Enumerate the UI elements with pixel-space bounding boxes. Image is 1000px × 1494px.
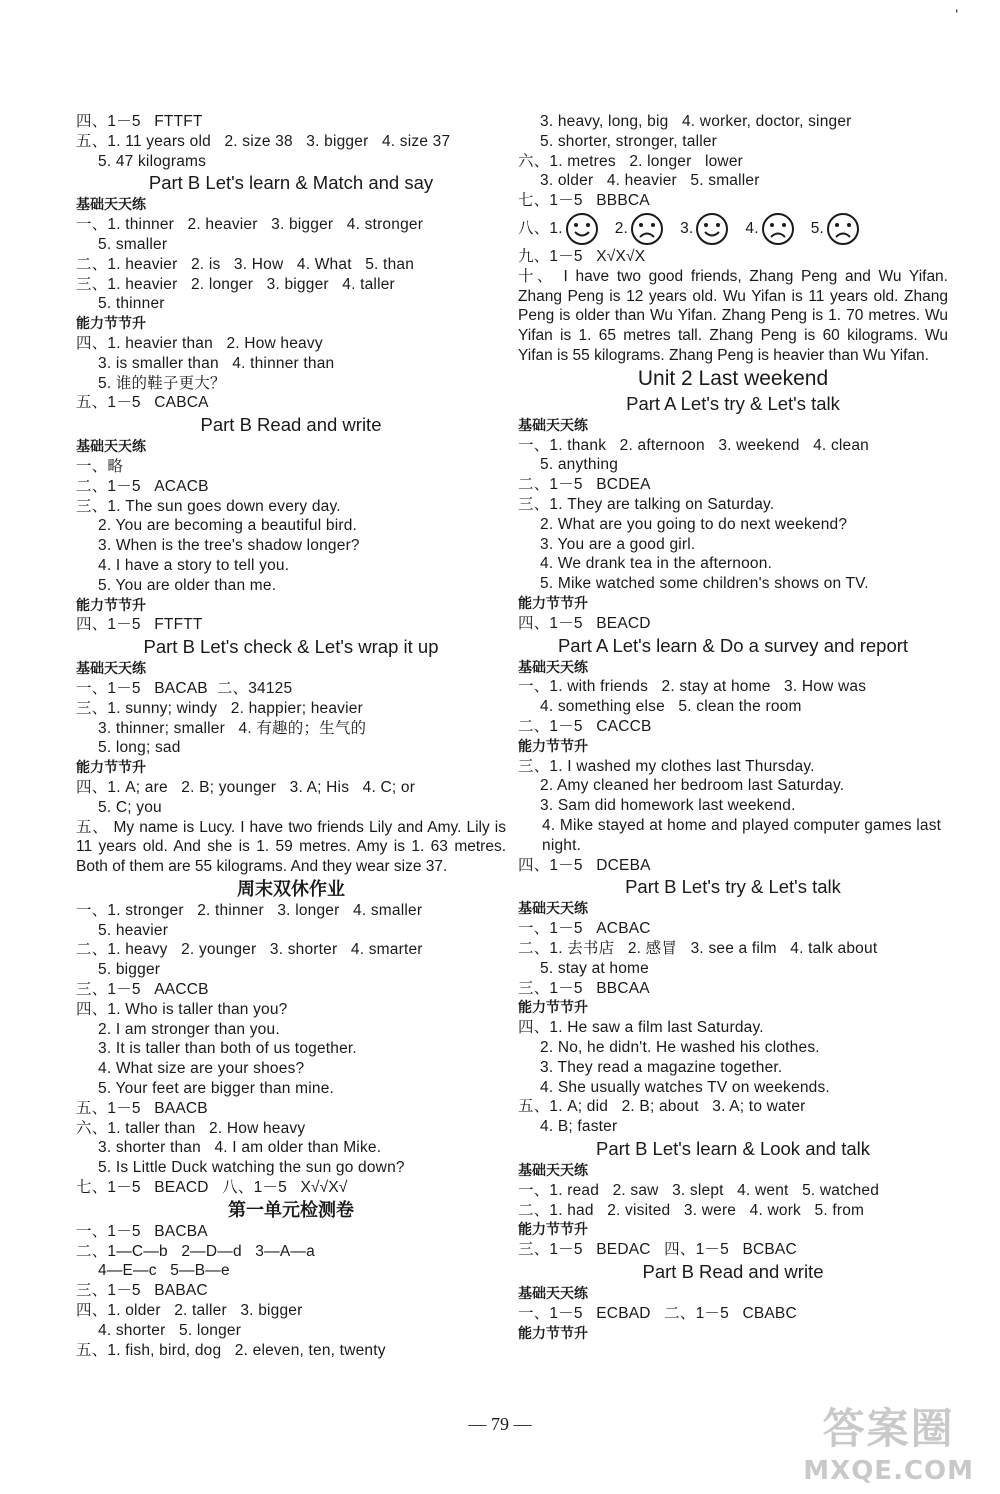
page-number: — 79 — (468, 1414, 532, 1434)
subsection-label: 基础天天练 (518, 658, 588, 675)
answer-line-indented: 3. shorter than 4. I am older than Mike. (98, 1139, 382, 1157)
section-heading: 第一单元检测卷 (228, 1199, 354, 1220)
answer-line: 二、1. heavier 2. is 3. How 4. What 5. than (76, 255, 415, 273)
subsection-label: 能力节节升 (518, 1324, 588, 1341)
answer-line-indented: 5. Your feet are bigger than mine. (98, 1080, 335, 1098)
answer-line-indented: 2. You are becoming a beautiful bird. (98, 517, 358, 535)
answer-line-indented: 3. It is taller than both of us together. (98, 1040, 357, 1058)
subsection-label: 能力节节升 (518, 737, 588, 754)
answer-line-indented: 5. thinner (98, 295, 165, 313)
answer-line: 九、1－5 X√X√X (518, 248, 646, 266)
answer-line-indented: 5. C; you (98, 798, 162, 816)
sad-face-icon (826, 212, 860, 246)
answer-line: 五、1－5 CABCA (76, 394, 209, 412)
answer-line: 一、1. with friends 2. stay at home 3. How was (518, 678, 867, 696)
answer-line: 三、1－5 AACCB (76, 981, 209, 999)
answer-line-indented: 4. Mike stayed at home and played computer games last night. (542, 817, 942, 854)
answer-line-indented: 5. 47 kilograms (98, 152, 207, 170)
subsection-label: 能力节节升 (518, 999, 588, 1016)
answer-line: 三、1－5 BBCAA (518, 979, 650, 997)
answer-line-indented: 2. What are you going to do next weekend? (540, 515, 848, 533)
corner-mark: ' (955, 6, 958, 22)
watermark-logo-text: 答案圈 (822, 1404, 955, 1453)
answer-line-indented: 5. 谁的鞋子更大？ (98, 374, 226, 392)
answer-line: 四、1. heavier than 2. How heavy (76, 334, 323, 352)
subsection-label: 基础天天练 (76, 196, 146, 213)
section-heading: 周末双休作业 (237, 878, 345, 899)
section-heading: Part B Read and write (642, 1260, 824, 1282)
answer-line-indented: 4. I have a story to tell you. (98, 556, 290, 574)
answer-line-indented: 5. You are older than me. (98, 576, 277, 594)
answer-line: 四、1. He saw a film last Saturday. (518, 1019, 764, 1037)
answer-line-indented: 5. bigger (98, 961, 161, 979)
answer-line-indented: 5. long; sad (98, 739, 181, 757)
answer-line: 五、1－5 BAACB (76, 1099, 208, 1117)
subsection-label: 能力节节升 (518, 1221, 588, 1238)
answer-line: 四、1. Who is taller than you? (76, 1000, 288, 1018)
subsection-label: 基础天天练 (518, 1161, 588, 1178)
answer-line-indented: 4. something else 5. clean the room (540, 698, 802, 716)
answer-line: 三、1. sunny; windy 2. happier; heavier (76, 699, 363, 717)
answer-line: 三、1. I washed my clothes last Thursday. (518, 757, 815, 775)
answer-line: 一、略 (76, 457, 124, 475)
answer-line-indented: 4. We drank tea in the afternoon. (540, 555, 773, 573)
answer-line: 五、1. fish, bird, dog 2. eleven, ten, twenty (76, 1341, 386, 1359)
subsection-label: 能力节节升 (76, 315, 146, 332)
answer-line: 五、1. A; did 2. B; about 3. A; to water (518, 1098, 806, 1116)
answer-line-indented: 5. smaller (98, 235, 168, 253)
answer-line-indented: 5. Mike watched some children's shows on TV. (540, 575, 869, 593)
answer-line-indented: 2. Amy cleaned her bedroom last Saturday. (540, 777, 845, 795)
answer-line: 一、1. stronger 2. thinner 3. longer 4. smaller (76, 901, 423, 919)
answer-line: 四、1. A; are 2. B; younger 3. A; His 4. C; or (76, 778, 416, 796)
face-number: 5. (810, 219, 825, 237)
subsection-label: 基础天天练 (76, 438, 146, 455)
subsection-label: 基础天天练 (518, 1284, 588, 1301)
subsection-label: 基础天天练 (518, 900, 588, 917)
face-number: 4. (745, 219, 759, 237)
answer-line: 一、1－5 BACBA (76, 1222, 208, 1240)
answer-line: 三、1. The sun goes down every day. (76, 497, 341, 515)
answer-line: 二、1—C—b 2—D—d 3—A—a (76, 1242, 315, 1260)
face-number: 1. (549, 219, 563, 237)
answer-line-indented: 5. anything (540, 456, 619, 474)
section-heading: Part B Let's learn & Look and talk (596, 1137, 870, 1159)
happy-face-icon (695, 212, 729, 246)
subsection-label: 能力节节升 (76, 759, 146, 776)
answer-line-indented: 5. shorter, stronger, taller (540, 132, 718, 150)
answer-line-indented: 3. When is the tree's shadow longer? (98, 537, 360, 555)
subsection-label: 能力节节升 (76, 596, 146, 613)
answer-line: 二、1. heavy 2. younger 3. shorter 4. smarter (76, 941, 423, 959)
answer-line-indented: 3. Sam did homework last weekend. (540, 797, 796, 815)
answer-paragraph: 十、 I have two good friends, Zhang Peng and Wu Yifan. Zhang Peng is 12 years old. Wu Yifan is 11 years old. Zhang Peng is older than Wu Yifan. Zhang Peng is 1. 70 metres. Wu Yifan is 1. 65 metres tall. Zhang Peng is 60 kilograms. Wu Yifan is 55 kilograms. Zhang Peng is heavier than Wu Yifan. (518, 267, 948, 365)
answer-line: 三、1. They are talking on Saturday. (518, 496, 775, 514)
section-heading: Part B Read and write (200, 414, 382, 436)
happy-face-icon (565, 212, 599, 246)
answer-line-indented: 2. No, he didn't. He washed his clothes. (540, 1038, 820, 1056)
subsection-label: 基础天天练 (518, 416, 588, 433)
answer-line-indented: 2. I am stronger than you. (98, 1020, 280, 1038)
answer-line-indented: 5. heavier (98, 921, 169, 939)
answer-line: 四、1. older 2. taller 3. bigger (76, 1302, 303, 1320)
answer-line-indented: 3. They read a magazine together. (540, 1058, 783, 1076)
answer-line-indented: 3. You are a good girl. (540, 535, 696, 553)
question-label: 八、 (518, 220, 550, 238)
answer-line-indented: 4. She usually watches TV on weekends. (540, 1078, 830, 1096)
answer-line: 四、1－5 BEACD (518, 614, 651, 632)
answer-line: 四、1－5 FTFTT (76, 616, 203, 634)
site-watermark (803, 1396, 974, 1486)
subsection-label: 能力节节升 (518, 595, 588, 612)
answer-line-indented: 4—E—c 5—B—e (98, 1262, 230, 1280)
section-heading: Part A Let's try & Let's talk (626, 392, 840, 414)
section-heading: Part A Let's learn & Do a survey and report (557, 634, 909, 656)
answer-line: 三、1. heavier 2. longer 3. bigger 4. taller (76, 275, 395, 293)
answer-line: 一、1. thinner 2. heavier 3. bigger 4. stronger (76, 216, 424, 234)
answer-line-indented: 3. heavy, long, big 4. worker, doctor, singer (540, 113, 852, 130)
face-list (549, 211, 860, 247)
watermark-url: MXQE.COM (803, 1456, 974, 1486)
sad-face-icon (761, 212, 795, 246)
answer-line-indented: 3. thinner; smaller 4. 有趣的；生气的 (98, 719, 367, 737)
answer-line: 一、1－5 BACAB 二、34125 (76, 679, 293, 697)
answer-line: 二、1. 去书店 2. 感冒 3. see a film 4. talk about (518, 939, 878, 957)
answer-line: 七、1－5 BEACD 八、1－5 X√√X√ (76, 1179, 348, 1197)
answer-line: 一、1－5 ECBAD 二、1－5 CBABC (518, 1304, 797, 1322)
face-number: 3. (680, 219, 694, 237)
section-heading: Part B Let's try & Let's talk (625, 876, 841, 898)
answer-paragraph: 五、 My name is Lucy. I have two friends Lily and Amy. Lily is 11 years old. And she is 1. 59 metres. Amy is 1. 63 metres. Both of them are 55 kilograms. And they wear size 37. (76, 818, 506, 876)
face-answer-row (518, 211, 948, 247)
answer-line: 一、1. thank 2. afternoon 3. weekend 4. clean (518, 436, 870, 454)
answer-line: 二、1－5 CACCB (518, 718, 652, 736)
answer-line: 五、1. 11 years old 2. size 38 3. bigger 4. size 37 (76, 132, 451, 150)
answer-line: 六、1. taller than 2. How heavy (76, 1119, 306, 1137)
answer-line: 七、1－5 BBBCA (518, 192, 650, 210)
answer-line: 一、1－5 ACBAC (518, 920, 651, 938)
answer-line-indented: 4. What size are your shoes? (98, 1060, 305, 1078)
section-heading: Part B Let's check & Let's wrap it up (143, 636, 439, 658)
answer-line-indented: 4. B; faster (540, 1118, 618, 1136)
answer-line: 六、1. metres 2. longer lower (518, 152, 744, 170)
answer-line-indented: 5. stay at home (540, 959, 649, 977)
answer-line-indented: 3. older 4. heavier 5. smaller (540, 172, 760, 190)
section-heading: Part B Let's learn & Match and say (148, 172, 434, 194)
answer-line: 二、1－5 BCDEA (518, 476, 651, 494)
answer-line-indented: 3. is smaller than 4. thinner than (98, 354, 335, 372)
sad-face-icon (630, 212, 664, 246)
answer-line: 四、1－5 DCEBA (518, 856, 651, 874)
answer-line: 三、1－5 BEDAC 四、1－5 BCBAC (518, 1241, 797, 1259)
answer-line-indented: 5. Is Little Duck watching the sun go down? (98, 1159, 405, 1177)
answer-line: 二、1. had 2. visited 3. were 4. work 5. from (518, 1201, 865, 1219)
answer-line: 三、1－5 BABAC (76, 1282, 208, 1300)
answer-line: 二、1－5 ACACB (76, 477, 209, 495)
face-number: 2. (614, 219, 629, 237)
answer-line-indented: 4. shorter 5. longer (98, 1321, 242, 1339)
answer-line: 一、1. read 2. saw 3. slept 4. went 5. watched (518, 1181, 880, 1199)
subsection-label: 基础天天练 (76, 660, 146, 677)
answer-line: 四、1－5 FTTFT (76, 113, 203, 130)
left-column (76, 112, 506, 1360)
unit-heading: Unit 2 Last weekend (637, 366, 829, 390)
right-column (518, 112, 948, 1343)
